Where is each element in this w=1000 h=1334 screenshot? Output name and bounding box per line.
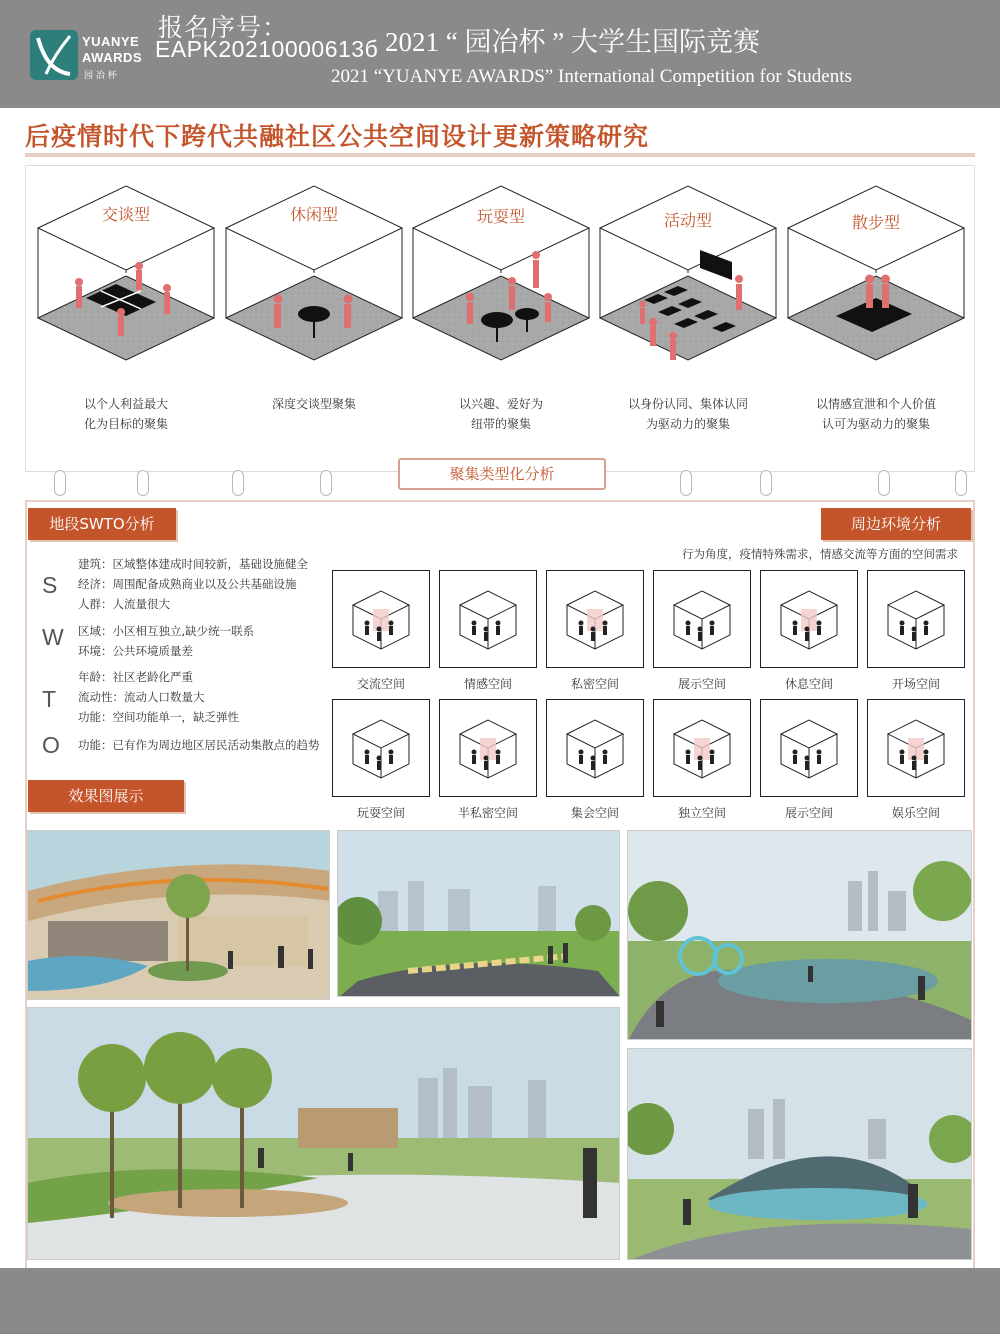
swot-weakness-line: 区域：小区相互独立,缺少统一联系 [78,624,255,638]
binder-pin-icon [54,470,66,496]
typology-panel [25,165,975,472]
rendering-lawn-path [337,830,620,997]
binder-pin-icon [955,470,967,496]
space-label-emotion: 半私密空间 [457,806,518,820]
logo-text-awards: AWARDS [82,50,143,65]
swot-letter-w: W [42,624,64,650]
swot-section-tag: 地段SWTO分析 [28,508,176,540]
swot-strength-line: 人群：人流量很大 [78,597,170,611]
typology-desc-line: 化为目标的聚集 [83,417,168,431]
environment-section-tag: 周边环境分析 [821,508,971,540]
binder-pin-icon [680,470,692,496]
typology-desc-talk [51,394,201,434]
swot-opportunity-line: 功能：已有作为周边地区居民活动集散点的趋势 [78,738,320,752]
typology-label-talk: 交谈型 [101,205,150,224]
space-label-open: 娱乐空间 [891,806,940,820]
typology-desc-activity [613,394,763,434]
space-label-rest: 展示空间 [784,806,833,820]
swot-strength-line: 经济：周围配备成熟商业以及公共基础设施 [78,577,297,591]
swot-weakness-line: 环境：公共环境质量差 [78,644,193,658]
rendering-dome-playground [627,1048,972,1260]
space-label-display: 展示空间 [677,677,726,691]
typology-desc-line: 深度交谈型聚集 [271,397,356,411]
typology-label-stroll: 散步型 [851,213,900,232]
space-diagram-1-3 [546,570,644,668]
logo-text-yuanye: YUANYE [82,34,140,49]
space-label-rest: 休息空间 [784,677,833,691]
typology-desc-stroll [801,394,951,434]
space-label-display: 独立空间 [677,806,726,820]
logo-text-cn: 园 冶 杯 [84,71,117,81]
typology-desc-play [426,394,576,434]
header-band [0,0,1000,108]
space-diagram-2-2 [439,699,537,797]
yuanye-logo [30,30,142,86]
space-diagram-2-1 [332,699,430,797]
typology-desc-line: 为驱动力的聚集 [645,417,730,431]
space-diagram-2-6 [867,699,965,797]
title-divider [25,153,975,157]
competition-title-cn: 2021 “ 园冶杯 ” 大学生国际竞赛 [385,27,760,57]
swot-threat-line: 年龄：社区老龄化严重 [78,670,193,684]
space-label-private: 集会空间 [570,806,619,820]
rendering-playground-track [627,830,972,1040]
space-diagram-1-2 [439,570,537,668]
space-diagram-1-5 [760,570,858,668]
typology-desc-line: 以个人利益最大 [83,397,168,411]
swot-strength-line: 建筑：区域整体建成时间较新，基础设施健全 [78,557,308,571]
typology-desc-line: 纽带的聚集 [470,417,531,431]
space-diagram-1-4 [653,570,751,668]
space-diagram-1-1 [332,570,430,668]
swot-threat-line: 功能：空间功能单一，缺乏弹性 [78,710,239,724]
typology-desc-line: 以身份认同、集体认同 [627,397,748,411]
typology-desc-leisure [239,394,389,414]
typology-desc-line: 认可为驱动力的聚集 [821,417,930,431]
registration-label: 报名序号： [158,13,289,42]
space-diagram-2-4 [653,699,751,797]
swot-letter-s: S [42,572,58,598]
space-label-emotion: 情感空间 [463,677,512,691]
logo-mark-icon [30,30,78,80]
space-diagram-1-6 [867,570,965,668]
typology-desc-line: 以情感宣泄和个人价值 [815,397,936,411]
competition-title-en: 2021 “YUANYE AWARDS” International Competition for Students [331,66,852,87]
typology-section-tag: 聚集类型化分析 [398,458,606,490]
binder-pin-icon [232,470,244,496]
binder-pin-icon [760,470,772,496]
rendering-pavilion-pool [27,830,330,1000]
swot-letter-o: O [42,732,60,758]
typology-label-activity: 活动型 [663,211,712,230]
space-label-exchange: 交流空间 [356,677,405,691]
footer-band [0,1268,1000,1334]
swot-letter-t: T [42,686,57,712]
page-title: 后疫情时代下跨代共融社区公共空间设计更新策略研究 [25,122,650,151]
space-diagram-2-5 [760,699,858,797]
environment-note: 行为角度，疫情特殊需求，情感交流等方面的空间需求 [682,547,958,561]
binder-pin-icon [878,470,890,496]
typology-desc-line: 以兴趣、爱好为 [458,397,543,411]
rendering-plaza-panorama [27,1007,620,1260]
space-label-exchange: 玩耍空间 [356,806,405,820]
typology-label-leisure: 休闲型 [289,205,338,224]
typology-label-play: 玩耍型 [476,207,525,226]
swot-threat-line: 流动性：流动人口数量大 [78,690,205,704]
renderings-section-tag: 效果图展示 [28,780,184,812]
registration-number: EAPK20210000613б [155,36,379,62]
binder-pin-icon [137,470,149,496]
space-label-private: 私密空间 [570,677,619,691]
space-label-open: 开场空间 [891,677,940,691]
space-diagram-2-3 [546,699,644,797]
binder-pin-icon [320,470,332,496]
